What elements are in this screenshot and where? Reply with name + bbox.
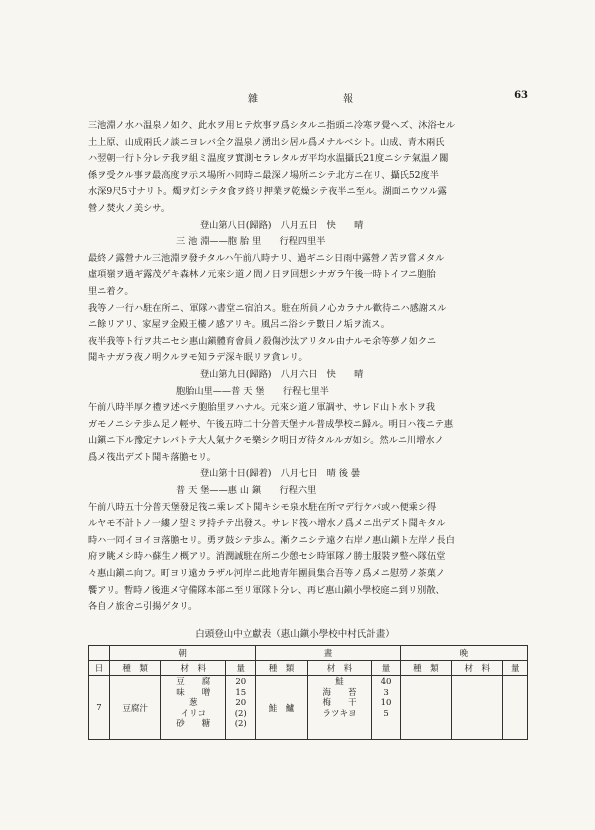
cell-l-qty	[372, 676, 400, 740]
cell-b-items	[161, 676, 226, 740]
ingredient: 鮭	[335, 677, 344, 687]
ingredient: 梅 干	[322, 698, 357, 708]
cell-l-items	[307, 676, 372, 740]
paragraph-line: 最終ノ露營ナル三池淵ヲ發チタルハ午前八時ナリ、過ギニシ日雨中露營ノ苦ヲ嘗メタル	[88, 252, 445, 264]
col-b-qty: 量	[226, 661, 256, 676]
col-b-material: 材 料	[161, 661, 226, 676]
paragraph-line: 午前八時半厚ク禮ヲ述ベテ胞胎里ヲハナル。元來シ道ノ軍調サ、サレド山ト水トヲ我	[88, 402, 436, 414]
table-column-header-row	[89, 661, 528, 676]
table-row	[89, 676, 528, 740]
paragraph-line: 里ニ着ク。	[88, 285, 134, 297]
paragraph-line: 山鎭ニ下ル豫定ナレバトテ大人氣ナクモ樂シク明日ガ待タルルガ如シ。然ルニ川增水ノ	[88, 435, 444, 447]
ingredient: 海 苔	[322, 687, 357, 698]
paragraph-line: 午前八時五十分普天堡發足筏ニ乘レズト聞キシモ泉水駐在所マデ行ケバ或ハ便乘シ得	[88, 501, 437, 513]
paragraph-line: 時ハ一同イヨイヨ落膽セリ。勇ヲ鼓シテ歩ム。漸クニシテ遠ク右岸ノ惠山鎭ト左岸ノ長白	[88, 534, 455, 546]
paragraph-line: 虛項嶺ヲ過ギ露茂ゲキ森林ノ元來シ道ノ間ノ日ヲ回想シナガラ午後一時トイフニ胞胎	[88, 269, 436, 281]
quantity: 3	[383, 687, 389, 698]
table-meal-lunch: 晝	[256, 646, 400, 661]
menu-table	[88, 645, 528, 740]
paragraph-line: 爲メ筏出デズト聞キ落膽セリ。	[88, 451, 216, 463]
entry-heading: 登山第九日(歸路) 八月六日 快 晴	[200, 368, 364, 380]
entry-heading: 登山第十日(歸着) 八月七日 晴 後 曇	[200, 468, 361, 480]
paragraph-line: 營ノ焚火ノ美シサ。	[88, 202, 171, 214]
quantity: (2)	[234, 708, 247, 719]
header-title-right: 報	[343, 94, 353, 105]
paragraph-line: 係ヲ受クル事ヲ最高度ヲ示ス場所ハ同時ニ最深ノ場所ニシテ北方ニ在リ、攝氏52度半	[88, 169, 439, 181]
quantity: 5	[383, 708, 389, 719]
ingredient: 葱	[189, 698, 198, 708]
paragraph-line: 水深9尺5寸ナリト。燭ヲ灯シテタ食ヲ終リ押業ヲ乾燥シテ夜半ニ至ル。湖面ニウツル露	[88, 186, 447, 198]
cell-d-type	[400, 676, 451, 740]
quantity: (2)	[234, 719, 247, 729]
paragraph-line: 々惠山鎭ニ向フ。町ヨリ遠カラザル河岸ニ此地青年團員集合吾等ノ爲メニ慰勞ノ茶菓ノ	[88, 568, 446, 580]
col-l-material: 材 料	[307, 661, 372, 676]
paragraph-line: 三池淵ノ水ハ温泉ノ如ク、此水ヲ用ヒテ炊事ヲ爲シタルニ指頭ニ冷寒ヲ覺ヘズ、沐浴セル	[88, 120, 456, 131]
col-day: 日	[89, 661, 110, 676]
col-d-material: 材 料	[452, 661, 503, 676]
col-l-type: 種 類	[256, 661, 307, 676]
table-blank-cell	[89, 646, 110, 661]
entry-route: 普 天 堡——惠 山 鎭 行程六里	[176, 485, 317, 497]
quantity: 40	[380, 677, 392, 687]
table-meal-header-row	[89, 646, 528, 661]
cell-day: 7	[89, 676, 110, 740]
ingredient: 味 噌	[176, 687, 211, 698]
paragraph-line: 我等ノ一行ハ駐在所ニ、軍隊ハ書堂ニ宿泊ス。駐在所員ノ心カラナル歡待ニハ感謝スル	[88, 302, 447, 314]
paragraph-line: 府ヲ眺メシ時ハ蘇生ノ概アリ。消潤誠駐在所ニ少憩セシ時軍隊ノ勝士服裝ヲ整ヘ隊伍堂	[88, 551, 446, 563]
col-l-qty: 量	[372, 661, 400, 676]
quantity: 20	[235, 677, 247, 687]
page-header	[88, 90, 528, 106]
ingredient: ラツキヨ	[322, 708, 357, 719]
header-title-left: 雜	[248, 94, 262, 105]
page-number: 63	[514, 90, 528, 101]
col-d-type: 種 類	[400, 661, 451, 676]
entry-route: 三 池 淵——胞 胎 里 行程四里半	[176, 236, 326, 248]
paragraph-line: ハ翌朝一行ト分レテ我ヲ組ミ温度ヲ實測セラレタルガ平均水温攝氏21度ニシテ氣温ノ關	[88, 153, 449, 165]
paragraph-line: ガモノニシテ歩ム足ノ輕サ、午後五時二十分普天堡ナル普成學校ニ歸ル。明日ハ筏ニテ惠	[88, 418, 454, 430]
paragraph-line: 聞キナガラ夜ノ明クルヲモ知ラデ深キ眠リヲ貪レリ。	[88, 352, 308, 364]
entry-heading: 登山第八日(歸路) 八月五日 快 晴	[200, 219, 364, 231]
ingredient: 砂 糖	[176, 719, 211, 729]
quantity: 20	[235, 698, 247, 708]
table-title: 白頭登山中立獻表（惠山鎭小學校中村氏計畫）	[195, 629, 395, 640]
cell-d-items	[452, 676, 503, 740]
paragraph-line: ニ餘リアリ、家屋ヲ金殿王樓ノ感アリキ。風呂ニ浴シテ數日ノ垢ヲ流ス。	[88, 319, 390, 331]
entry-route: 胞胎山里——普 天 堡 行程七里半	[176, 385, 329, 397]
body-text	[88, 118, 528, 616]
cell-l-type: 鮭 鱸	[256, 676, 307, 740]
paragraph-line: 土上原、山成兩氏ノ談ニヨレバ全ク温泉ノ湧出シ居ル爲メナルベシト。山成、青木兩氏	[88, 136, 445, 148]
quantity: 15	[235, 687, 247, 698]
paragraph-line: 夜半我等ト行ヲ共ニセシ惠山鎭體育會員ノ殺傷沙汰アリタル由ナルモ余等夢ノ如クニ	[88, 335, 437, 347]
col-d-qty: 量	[503, 661, 528, 676]
paragraph-line: 各自ノ旅舍ニ引揚ゲタリ。	[88, 601, 198, 613]
ingredient: 豆 腐	[176, 677, 211, 687]
quantity: 10	[380, 698, 392, 708]
ingredient: イリコ	[180, 708, 206, 719]
paragraph-line: 饗アリ。暫時ノ後進メ守備隊本部ニ至リ軍隊ト分レ、再ビ惠山鎭小學校庭ニ到リ別散、	[88, 584, 445, 596]
paragraph-line: ルヤモ不計トノ一縷ノ望ミヲ持チテ出發ス。サレド筏ハ增水ノ爲メニ出デズト聞キタル	[88, 518, 446, 530]
table-meal-dinner: 晩	[400, 646, 527, 661]
table-meal-breakfast: 朝	[110, 646, 256, 661]
cell-d-qty	[503, 676, 528, 740]
cell-b-type: 豆腐汁	[110, 676, 161, 740]
col-b-type: 種 類	[110, 661, 161, 676]
cell-b-qty	[226, 676, 256, 740]
